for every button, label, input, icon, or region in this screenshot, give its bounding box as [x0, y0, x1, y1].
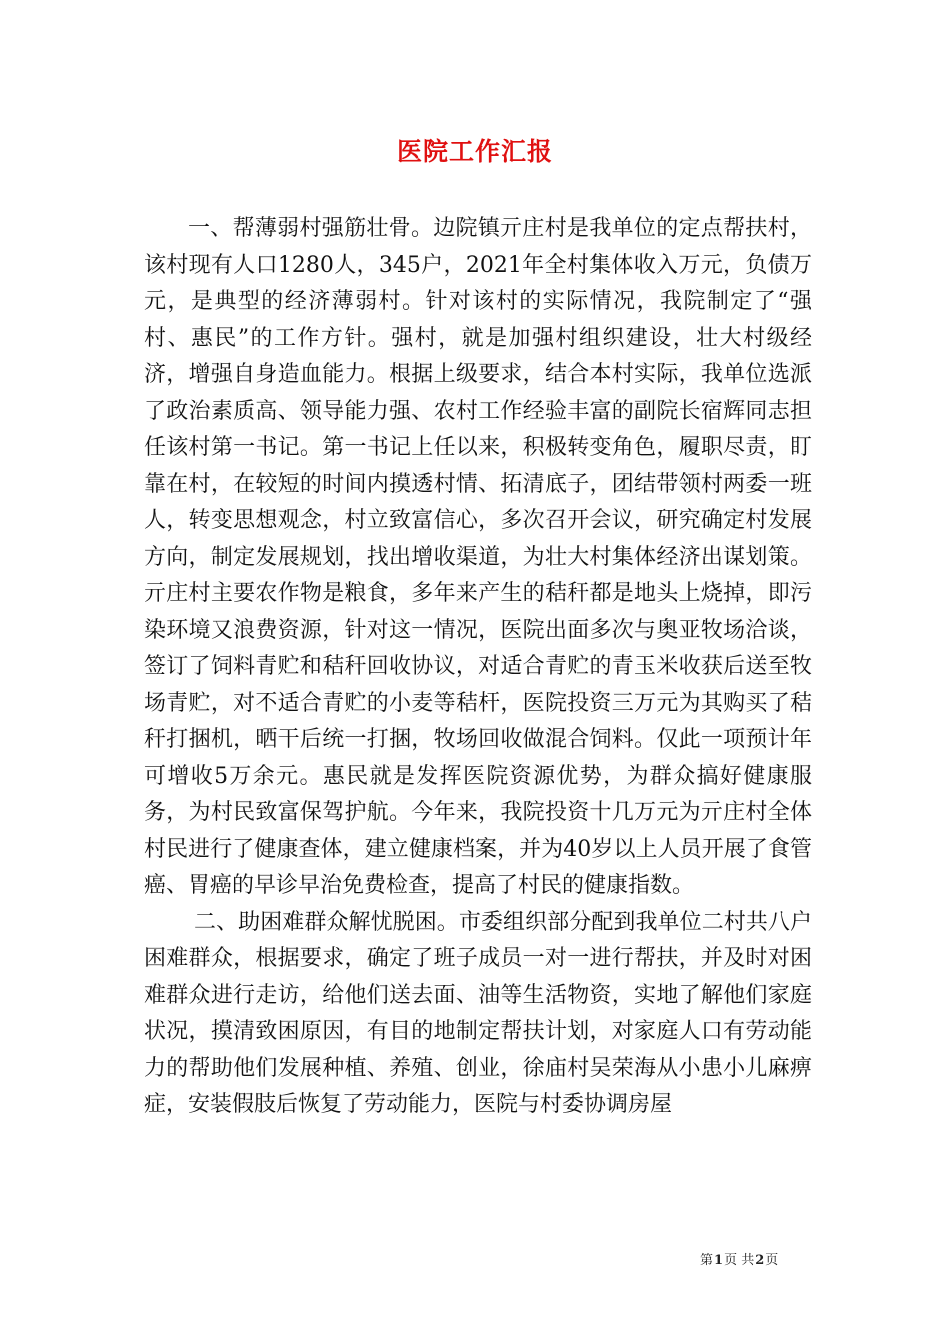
footer-middle: 页 共	[724, 1253, 755, 1268]
page-number-footer	[700, 1249, 778, 1268]
footer-prefix: 第	[700, 1253, 714, 1268]
document-body	[144, 211, 812, 1124]
footer-total-pages: 2	[755, 1253, 765, 1268]
footer-current-page: 1	[714, 1253, 724, 1268]
paragraph-2: 二、助困难群众解忧脱困。市委组织部分配到我单位二村共八户困难群众，根据要求，确定了班子成员一对一进行帮扶，并及时对困难群众进行走访，给他们送去面、油等生活物资，实地了解他们家庭状况，摸清致困原因，有目的地制定帮扶计划，对家庭人口有劳动能力的帮助他们发展种植、养殖、创业，徐庙村吴荣海从小患小儿麻痹症，安装假肢后恢复了劳动能力，医院与村委协调房屋	[144, 909, 812, 1117]
footer-suffix: 页	[765, 1253, 779, 1268]
paragraph-1: 一、帮薄弱村强筋壮骨。边院镇亓庄村是我单位的定点帮扶村，该村现有人口1280人，345户，2021年全村集体收入万元，负债万元，是典型的经济薄弱村。针对该村的实际情况，我院制定了“强村、惠民”的工作方针。强村，就是加强村组织建设，壮大村级经济，增强自身造血能力。根据上级要求，结合本村实际，我单位选派了政治素质高、领导能力强、农村工作经验丰富的副院长宿辉同志担任该村第一书记。第一书记上任以来，积极转变角色，履职尽责，盯靠在村，在较短的时间内摸透村情、拓清底子，团结带领村两委一班人，转变思想观念，村立致富信心，多次召开会议，研究确定村发展方向，制定发展规划，找出增收渠道，为壮大村集体经济出谋划策。亓庄村主要农作物是粮食，多年来产生的秸秆都是地头上烧掉，即污染环境又浪费资源，针对这一情况，医院出面多次与奥亚牧场洽谈，签订了饲料青贮和秸秆回收协议，对适合青贮的青玉米收获后送至牧场青贮，对不适合青贮的小麦等秸杆，医院投资三万元为其购买了秸秆打捆机，晒干后统一打捆，牧场回收做混合饲料。仅此一项预计年可增收5万余元。惠民就是发挥医院资源优势，为群众搞好健康服务，为村民致富保驾护航。今年来，我院投资十几万元为亓庄村全体村民进行了健康查体，建立健康档案，并为40岁以上人员开展了食管癌、胃癌的早诊早治免费检查，提高了村民的健康指数。	[144, 216, 812, 898]
document-title: 医院工作汇报	[396, 137, 553, 166]
